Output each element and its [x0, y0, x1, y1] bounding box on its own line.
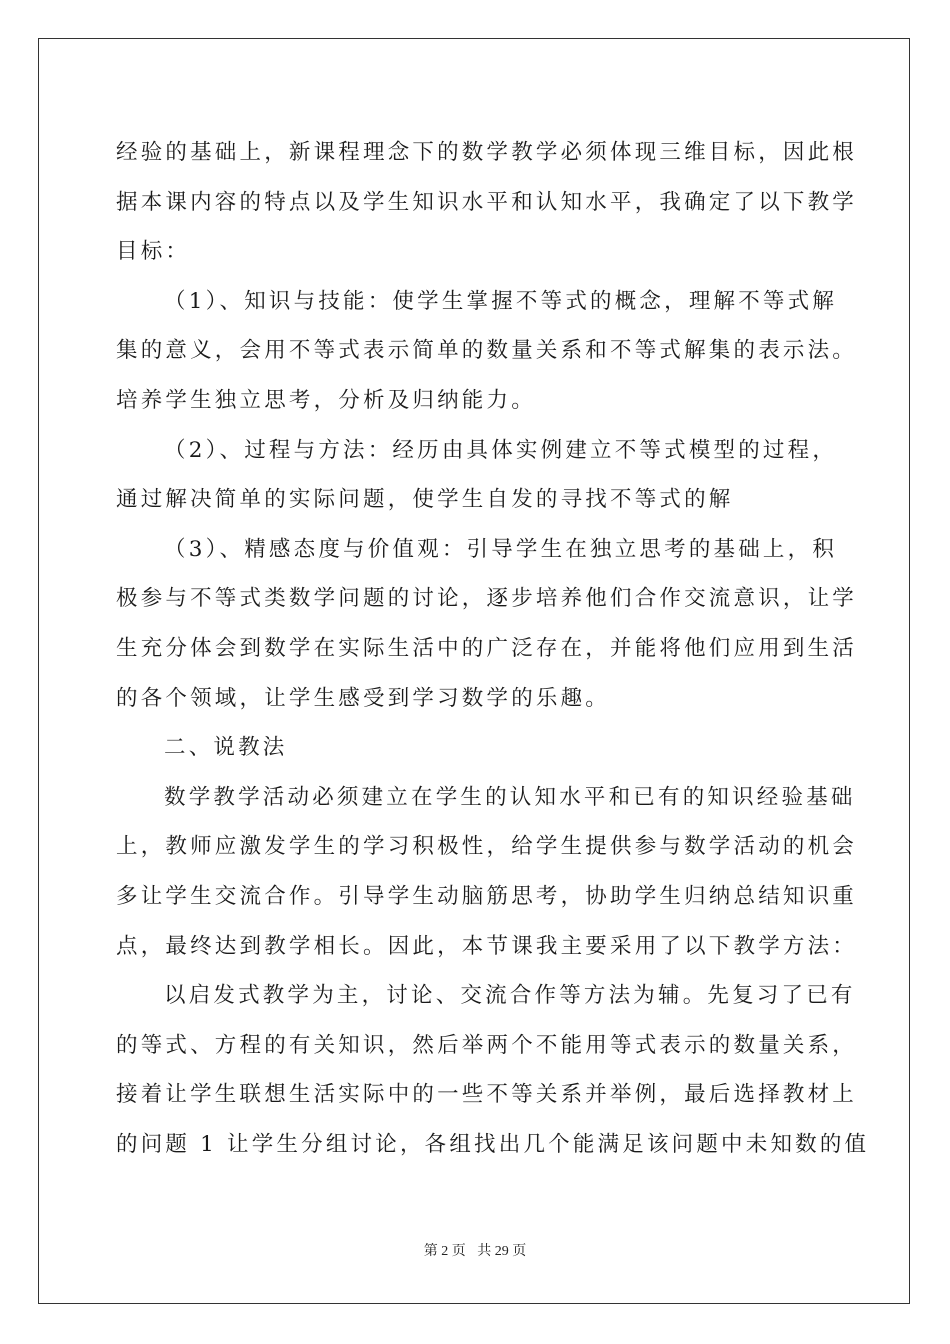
text-line: 数学教学活动必须建立在学生的认知水平和已有的知识经验基础: [164, 784, 856, 810]
text-line: 接着让学生联想生活实际中的一些不等关系并举例，最后选择教材上: [116, 1082, 858, 1108]
text-line: 的各个领域，让学生感受到学习数学的乐趣。: [116, 685, 611, 711]
page-total: 共 29 页: [477, 1244, 527, 1259]
text-line: 目标：: [116, 239, 191, 265]
text-line: 极参与不等式类数学问题的讨论，逐步培养他们合作交流意识，让学: [116, 586, 858, 612]
text-line: 以启发式教学为主，讨论、交流合作等方法为辅。先复习了已有: [164, 983, 856, 1009]
text-line: （1）、知识与技能：使学生掌握不等式的概念，理解不等式解: [164, 288, 838, 314]
text-line: 集的意义，会用不等式表示简单的数量关系和不等式解集的表示法。: [116, 338, 858, 364]
page-footer: [0, 1240, 950, 1260]
text-line: 生充分体会到数学在实际生活中的广泛存在，并能将他们应用到生活: [116, 635, 858, 661]
text-line: 的等式、方程的有关知识，然后举两个不能用等式表示的数量关系，: [116, 1032, 858, 1058]
text-line: 多让学生交流合作。引导学生动脑筋思考，协助学生归纳总结知识重: [116, 883, 858, 909]
text-line: 上，教师应激发学生的学习积极性，给学生提供参与数学活动的机会: [116, 834, 858, 860]
page-number: 第 2 页: [423, 1244, 466, 1259]
text-line: 据本课内容的特点以及学生知识水平和认知水平，我确定了以下教学: [116, 189, 858, 215]
text-line: （3）、精感态度与价值观：引导学生在独立思考的基础上，积: [164, 536, 838, 562]
text-line: 通过解决简单的实际问题，使学生自发的寻找不等式的解: [116, 487, 734, 513]
document-body: [116, 128, 870, 1169]
text-line: 的问题 1 让学生分组讨论，各组找出几个能满足该问题中未知数的值: [116, 1131, 870, 1157]
text-line: 点，最终达到教学相长。因此，本节课我主要采用了以下教学方法：: [116, 933, 858, 959]
text-line: 培养学生独立思考，分析及归纳能力。: [116, 387, 536, 413]
text-line: 二、说教法: [164, 735, 288, 761]
text-line: （2）、过程与方法：经历由具体实例建立不等式模型的过程，: [164, 437, 838, 463]
text-line: 经验的基础上，新课程理念下的数学教学必须体现三维目标，因此根: [116, 140, 858, 165]
